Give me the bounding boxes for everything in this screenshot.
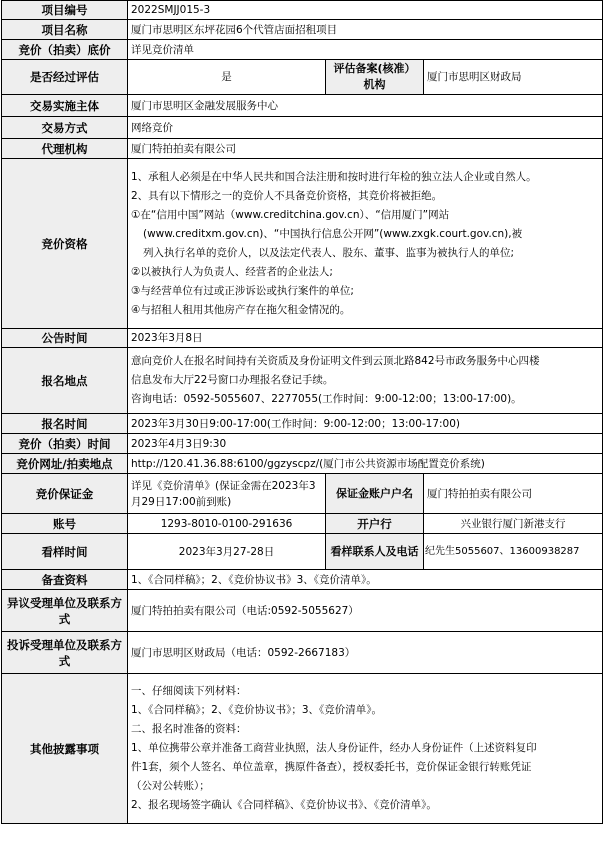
value: 厦门市思明区东坪花园6个代管店面招租项目: [128, 20, 603, 40]
contact-value: 纪先生5055607、13600938287: [424, 534, 603, 570]
text-line: （公对公转账）；: [131, 780, 210, 792]
text-line: ①在“信用中国”网站（www.creditchina.gov.cn）、“信用厦门”网站: [131, 208, 450, 221]
label: 报名时间: [2, 414, 128, 434]
row-announce-time: [2, 329, 603, 348]
value: 2022SMJJ015-3: [128, 1, 603, 20]
row-complaint: [2, 632, 603, 674]
value: 是: [128, 60, 326, 95]
row-viewing: [2, 534, 603, 570]
text-line: 2、具有以下情形之一的竞价人不具备竞价资格，其竞价将被拒绝。: [131, 189, 443, 202]
row-other: [2, 674, 603, 824]
text-line: ④与招租人租用其他房产存在拖欠租金情况的。: [131, 303, 351, 316]
announcement-table: [1, 0, 603, 824]
label: 账号: [2, 514, 128, 534]
value: 厦门市思明区金融发展服务中心: [128, 95, 603, 117]
label: 交易实施主体: [2, 95, 128, 117]
text-line: (www.creditxm.gov.cn)、“中国执行信息公开网”(www.zxgk.court.gov.cn),被: [143, 227, 523, 240]
bank-value: 兴业银行厦门新港支行: [424, 514, 603, 534]
contact-label: 看样联系人及电话: [326, 534, 424, 570]
text-line: 列入执行名单的竞价人，以及法定代表人、股东、董事、监事为被执行人的单位;: [143, 246, 515, 259]
value: 2023年3月8日: [128, 329, 603, 348]
text-line: ③与经营单位有过或正涉诉讼或执行案件的单位;: [131, 284, 354, 297]
label: 项目编号: [2, 1, 128, 20]
row-project-name: [2, 20, 603, 40]
value: [128, 674, 603, 824]
row-reg-time: [2, 414, 603, 434]
text-line: 1、单位携带公章并准备工商营业执照，法人身份证件，经办人身份证件（上述资料复印: [131, 742, 537, 754]
label: 竞价（拍卖）底价: [2, 40, 128, 60]
text-line: ②以被执行人为负责人、经营者的企业法人;: [131, 265, 333, 278]
label: 竞价保证金: [2, 474, 128, 514]
filing-value: 厦门市思明区财政局: [424, 60, 603, 95]
label: 代理机构: [2, 139, 128, 159]
row-account: [2, 514, 603, 534]
row-method: [2, 117, 603, 139]
value: 网络竞价: [128, 117, 603, 139]
bank-label: 开户行: [326, 514, 424, 534]
label: 备查资料: [2, 570, 128, 590]
text-line: 意向竞价人在报名时间持有关资质及身份证明文件到云顶北路842号市政务服务中心四楼: [131, 355, 540, 367]
value: 详见竞价清单: [128, 40, 603, 60]
label: 其他披露事项: [2, 674, 128, 824]
row-qualification: [2, 159, 603, 329]
row-subject: [2, 95, 603, 117]
holder-value: 厦门特拍拍卖有限公司: [424, 474, 603, 514]
text-line: 咨询电话：0592-5055607、2277055(工作时间：9:00-12:00；13:00-17:00)。: [131, 393, 522, 405]
holder-label: 保证金账户户名: [326, 474, 424, 514]
row-agency: [2, 139, 603, 159]
row-auction-time: [2, 434, 603, 454]
text-line: 二、报名时准备的资料：: [131, 723, 247, 735]
label: 交易方式: [2, 117, 128, 139]
filing-label: 评估备案(核准）机构: [326, 60, 424, 95]
value: 厦门特拍拍卖有限公司: [128, 139, 603, 159]
row-deposit: [2, 474, 603, 514]
value: 厦门市思明区财政局（电话：0592-2667183）: [128, 632, 603, 674]
value: 详见《竞价清单》(保证金需在2023年3月29日17:00前到账): [128, 474, 326, 514]
value: 2023年3月27-28日: [128, 534, 326, 570]
label: 竞价网址/拍卖地点: [2, 454, 128, 474]
value: http://120.41.36.88:6100/ggzyscpz/(厦门市公共资源市场配置竞价系统): [128, 454, 603, 474]
row-project-no: [2, 1, 603, 20]
row-reg-place: [2, 348, 603, 414]
label: 报名地点: [2, 348, 128, 414]
value: 2023年4月3日9:30: [128, 434, 603, 454]
label: 公告时间: [2, 329, 128, 348]
label: 项目名称: [2, 20, 128, 40]
label: 投诉受理单位及联系方式: [2, 632, 128, 674]
row-reserve-price: [2, 40, 603, 60]
label: 竞价资格: [2, 159, 128, 329]
text-line: 1、承租人必须是在中华人民共和国合法注册和按时进行年检的独立法人企业或自然人。: [131, 170, 537, 183]
value: 1、《合同样稿》；2、《竞价协议书》3、《竞价清单》。: [128, 570, 603, 590]
row-materials: [2, 570, 603, 590]
value: 厦门特拍拍卖有限公司（电话:0592-5055627）: [128, 590, 603, 632]
text-line: 1、《合同样稿》；2、《竞价协议书》；3、《竞价清单》。: [131, 704, 383, 716]
row-evaluated: [2, 60, 603, 95]
value: 2023年3月30日9:00-17:00(工作时间：9:00-12:00；13:00-17:00): [128, 414, 603, 434]
value: [128, 348, 603, 414]
label: 异议受理单位及联系方式: [2, 590, 128, 632]
text-line: 件1套，须个人签名、单位盖章，携原件备查），授权委托书，竞价保证金银行转账凭证: [131, 761, 532, 773]
value: [128, 159, 603, 329]
text-line: 2、报名现场签字确认《合同样稿》、《竞价协议书》、《竞价清单》。: [131, 799, 437, 811]
text-line: 一、仔细阅读下列材料：: [131, 685, 247, 697]
row-auction-url: [2, 454, 603, 474]
value: 1293-8010-0100-291636: [128, 514, 326, 534]
label: 看样时间: [2, 534, 128, 570]
row-objection: [2, 590, 603, 632]
label: 竞价（拍卖）时间: [2, 434, 128, 454]
label: 是否经过评估: [2, 60, 128, 95]
text-line: 信息发布大厅22号窗口办理报名登记手续。: [131, 374, 334, 386]
